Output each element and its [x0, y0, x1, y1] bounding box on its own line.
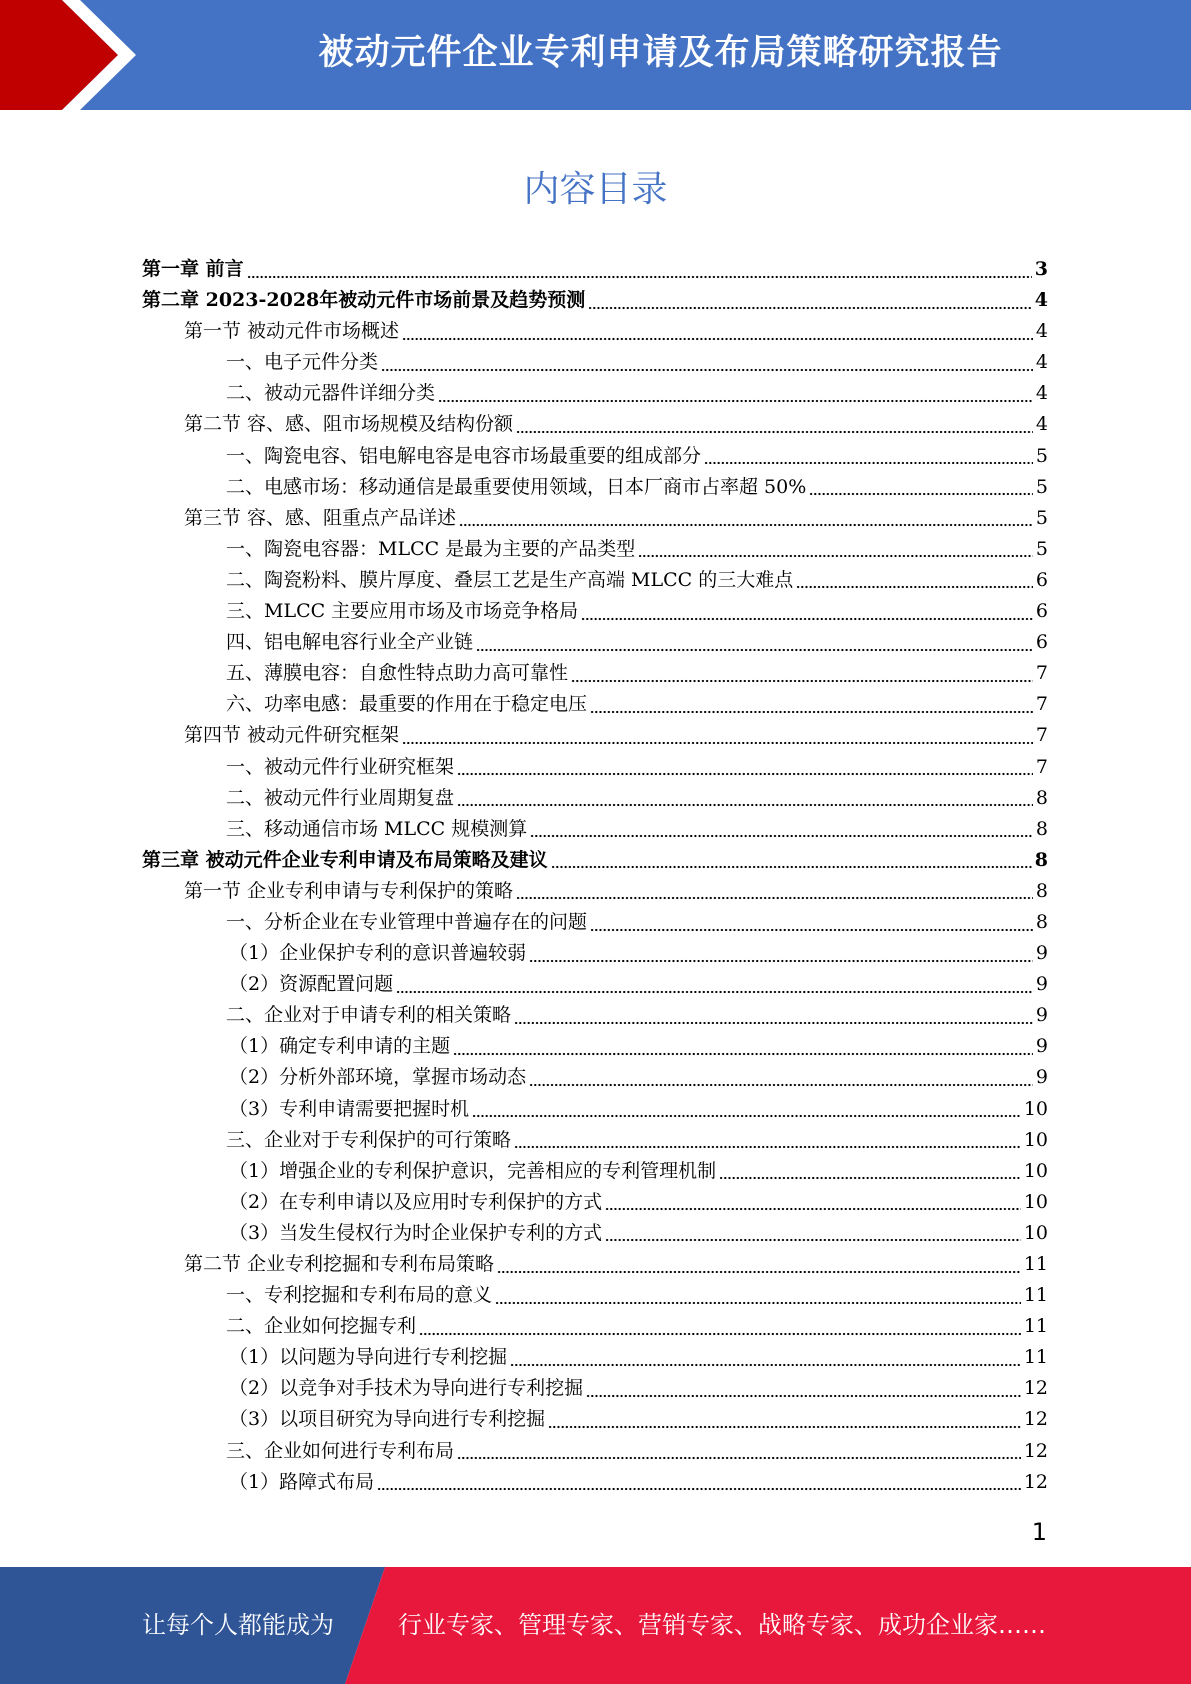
toc-entry-page: 11: [1023, 1315, 1048, 1338]
toc-entry[interactable]: [142, 1094, 1048, 1125]
toc-entry-page: 4: [1035, 351, 1048, 374]
toc-dot-leader: [704, 460, 1033, 466]
toc-entry-label: 二、被动元器件详细分类: [226, 382, 436, 405]
toc-entry-page: 8: [1035, 817, 1048, 840]
toc-entry-page: 5: [1035, 537, 1048, 560]
toc-entry[interactable]: [142, 1125, 1048, 1156]
toc-dot-leader: [605, 1206, 1021, 1212]
toc-entry-label: 五、薄膜电容：自愈性特点助力高可靠性: [226, 662, 569, 685]
toc-dot-leader: [514, 1020, 1033, 1026]
table-of-contents: [142, 254, 1048, 1498]
toc-entry-page: 9: [1035, 1066, 1048, 1089]
toc-entry-page: 9: [1035, 1035, 1048, 1058]
toc-dot-leader: [719, 1175, 1021, 1181]
toc-dot-leader: [516, 895, 1033, 901]
toc-entry-page: 12: [1023, 1377, 1048, 1400]
toc-entry-label: 第二节 企业专利挖掘和专利布局策略: [184, 1253, 495, 1275]
toc-entry-label: （2）在专利申请以及应用时专利保护的方式: [229, 1190, 603, 1213]
toc-dot-leader: [457, 1455, 1021, 1461]
toc-entry-label: （1）确定专利申请的主题: [229, 1035, 451, 1058]
toc-entry-label: 第一章 前言: [142, 258, 244, 280]
toc-entry-label: 一、陶瓷电容、铝电解电容是电容市场最重要的组成部分: [226, 444, 702, 467]
toc-entry-page: 8: [1035, 879, 1048, 902]
toc-entry-label: 六、功率电感：最重要的作用在于稳定电压: [226, 693, 588, 716]
toc-entry-page: 6: [1035, 631, 1048, 654]
toc-entry-page: 4: [1035, 413, 1048, 436]
toc-entry-page: 7: [1035, 724, 1048, 747]
toc-dot-leader: [438, 398, 1033, 404]
toc-entry-page: 8: [1034, 848, 1048, 871]
report-title: 被动元件企业专利申请及布局策略研究报告: [318, 33, 1003, 73]
toc-entry[interactable]: [142, 1156, 1048, 1187]
toc-dot-leader: [402, 336, 1033, 342]
toc-entry-label: （1）增强企业的专利保护意识，完善相应的专利管理机制: [229, 1159, 717, 1182]
toc-entry-label: 二、陶瓷粉料、膜片厚度、叠层工艺是生产高端 MLCC 的三大难点: [226, 568, 794, 591]
toc-entry[interactable]: [142, 316, 1048, 347]
toc-dot-leader: [457, 771, 1033, 777]
toc-entry-label: （2）资源配置问题: [229, 973, 394, 996]
toc-entry-label: 三、企业对于专利保护的可行策略: [226, 1128, 512, 1151]
toc-entry-label: 第一节 被动元件市场概述: [184, 320, 400, 343]
toc-entry[interactable]: [142, 1373, 1048, 1404]
toc-entry-label: 一、陶瓷电容器：MLCC 是最为主要的产品类型: [226, 537, 636, 560]
toc-entry[interactable]: [142, 627, 1048, 658]
toc-dot-leader: [457, 802, 1033, 808]
toc-entry[interactable]: [142, 1000, 1048, 1031]
toc-dot-leader: [586, 1393, 1021, 1399]
toc-entry-page: 10: [1023, 1128, 1048, 1151]
toc-entry-label: （2）分析外部环境，掌握市场动态: [229, 1066, 527, 1089]
toc-entry[interactable]: [142, 1467, 1048, 1498]
toc-entry-label: 二、电感市场：移动通信是最重要使用领域，日本厂商市占率超 50%: [226, 475, 807, 498]
toc-entry[interactable]: [142, 938, 1048, 969]
toc-entry[interactable]: [142, 1031, 1048, 1062]
toc-entry-page: 8: [1035, 910, 1048, 933]
toc-entry-page: 7: [1035, 662, 1048, 685]
report-header: [0, 0, 1191, 110]
toc-dot-leader: [472, 1113, 1021, 1119]
toc-entry-page: 12: [1023, 1470, 1048, 1493]
header-arrow-icon: [0, 0, 160, 110]
toc-entry-label: 二、被动元件行业周期复盘: [226, 786, 455, 809]
toc-entry-label: （3）当发生侵权行为时企业保护专利的方式: [229, 1221, 603, 1244]
toc-dot-leader: [590, 927, 1033, 933]
toc-entry[interactable]: [142, 565, 1048, 596]
toc-entry-page: 10: [1023, 1097, 1048, 1120]
toc-dot-leader: [514, 1144, 1021, 1150]
toc-entry-label: （3）专利申请需要把握时机: [229, 1097, 470, 1120]
toc-entry-page: 9: [1035, 942, 1048, 965]
toc-dot-leader: [453, 1051, 1033, 1057]
toc-entry[interactable]: [142, 534, 1048, 565]
toc-entry[interactable]: [142, 1249, 1048, 1280]
toc-entry[interactable]: [142, 254, 1048, 285]
toc-dot-leader: [377, 1486, 1021, 1492]
toc-entry[interactable]: [142, 596, 1048, 627]
toc-dot-leader: [796, 584, 1033, 590]
toc-entry[interactable]: [142, 720, 1048, 751]
toc-dot-leader: [497, 1269, 1021, 1275]
toc-entry[interactable]: [142, 1187, 1048, 1218]
toc-entry-label: （1）路障式布局: [229, 1470, 375, 1493]
toc-entry-page: 5: [1035, 475, 1048, 498]
toc-dot-leader: [495, 1300, 1021, 1306]
toc-entry[interactable]: [142, 689, 1048, 720]
footer-slogan-left: 让每个人都能成为: [142, 1611, 334, 1639]
toc-heading: 内容目录: [523, 169, 668, 210]
toc-dot-leader: [419, 1331, 1021, 1337]
toc-entry[interactable]: [142, 503, 1048, 534]
toc-entry-page: 5: [1035, 444, 1048, 467]
toc-entry[interactable]: [142, 1342, 1048, 1373]
toc-entry-label: 第三节 容、感、阻重点产品详述: [184, 506, 457, 529]
toc-entry-label: 四、铝电解电容行业全产业链: [226, 631, 474, 654]
report-footer: [0, 1567, 1191, 1684]
toc-entry-label: （1）以问题为导向进行专利挖掘: [229, 1346, 508, 1369]
toc-entry[interactable]: [142, 845, 1048, 876]
toc-dot-leader: [396, 989, 1033, 995]
toc-entry[interactable]: [142, 876, 1048, 907]
toc-entry[interactable]: [142, 441, 1048, 472]
toc-entry[interactable]: [142, 814, 1048, 845]
toc-entry-page: 4: [1034, 289, 1048, 312]
toc-entry-page: 6: [1035, 600, 1048, 623]
toc-entry[interactable]: [142, 1311, 1048, 1342]
toc-dot-leader: [402, 740, 1033, 746]
page-number: 1: [1031, 1518, 1047, 1546]
toc-entry-page: 7: [1035, 755, 1048, 778]
toc-entry-page: 12: [1023, 1439, 1048, 1462]
toc-dot-leader: [809, 491, 1033, 497]
toc-entry-label: 一、专利挖掘和专利布局的意义: [226, 1284, 493, 1307]
toc-entry-label: 三、移动通信市场 MLCC 规模测算: [226, 817, 528, 840]
toc-entry[interactable]: [142, 783, 1048, 814]
toc-entry-label: 一、分析企业在专业管理中普遍存在的问题: [226, 910, 588, 933]
toc-entry[interactable]: [142, 907, 1048, 938]
toc-entry-label: （1）企业保护专利的意识普遍较弱: [229, 942, 527, 965]
toc-entry-page: 11: [1023, 1346, 1048, 1369]
toc-entry-label: 一、被动元件行业研究框架: [226, 755, 455, 778]
toc-entry[interactable]: [142, 378, 1048, 409]
toc-entry-label: 二、企业对于申请专利的相关策略: [226, 1004, 512, 1027]
toc-entry[interactable]: [142, 1218, 1048, 1249]
toc-entry-label: 第三章 被动元件企业专利申请及布局策略及建议: [142, 848, 548, 871]
toc-dot-leader: [551, 864, 1032, 870]
toc-entry-label: 三、企业如何进行专利布局: [226, 1439, 455, 1462]
toc-entry-page: 4: [1035, 382, 1048, 405]
toc-entry[interactable]: [142, 1280, 1048, 1311]
toc-entry[interactable]: [142, 347, 1048, 378]
toc-entry[interactable]: [142, 752, 1048, 783]
toc-entry-page: 12: [1023, 1408, 1048, 1431]
toc-dot-leader: [548, 1424, 1021, 1430]
toc-entry-page: 10: [1023, 1159, 1048, 1182]
toc-entry-page: 9: [1035, 1004, 1048, 1027]
toc-dot-leader: [510, 1362, 1021, 1368]
toc-entry-label: （2）以竞争对手技术为导向进行专利挖掘: [229, 1377, 584, 1400]
toc-dot-leader: [381, 367, 1033, 373]
toc-dot-leader: [530, 833, 1033, 839]
toc-dot-leader: [581, 616, 1033, 622]
toc-entry-page: 5: [1035, 506, 1048, 529]
toc-dot-leader: [247, 274, 1032, 280]
toc-entry[interactable]: [142, 1404, 1048, 1435]
toc-entry-page: 8: [1035, 786, 1048, 809]
toc-entry-label: 一、电子元件分类: [226, 351, 379, 374]
toc-entry[interactable]: [142, 409, 1048, 440]
toc-entry-label: 三、MLCC 主要应用市场及市场竞争格局: [226, 600, 579, 623]
toc-entry-page: 10: [1023, 1190, 1048, 1213]
toc-dot-leader: [529, 1082, 1033, 1088]
toc-dot-leader: [638, 553, 1033, 559]
toc-entry-label: 二、企业如何挖掘专利: [226, 1315, 417, 1338]
toc-entry-page: 3: [1034, 258, 1048, 280]
toc-entry[interactable]: [142, 1436, 1048, 1467]
toc-entry[interactable]: [142, 658, 1048, 689]
toc-entry-label: 第二章 2023-2028年被动元件市场前景及趋势预测: [142, 289, 586, 312]
toc-dot-leader: [516, 429, 1033, 435]
toc-entry[interactable]: [142, 969, 1048, 1000]
toc-entry[interactable]: [142, 1062, 1048, 1093]
toc-dot-leader: [529, 958, 1033, 964]
toc-entry-page: 11: [1023, 1253, 1048, 1275]
toc-entry-label: 第一节 企业专利申请与专利保护的策略: [184, 879, 514, 902]
toc-dot-leader: [588, 305, 1032, 311]
toc-entry[interactable]: [142, 285, 1048, 316]
footer-slogan-right: 行业专家、管理专家、营销专家、战略专家、成功企业家……: [398, 1611, 1046, 1639]
toc-entry-page: 6: [1035, 568, 1048, 591]
toc-entry[interactable]: [142, 472, 1048, 503]
toc-dot-leader: [476, 647, 1033, 653]
toc-entry-page: 9: [1035, 973, 1048, 996]
toc-entry-label: 第二节 容、感、阻市场规模及结构份额: [184, 413, 514, 436]
toc-dot-leader: [571, 678, 1033, 684]
toc-dot-leader: [590, 709, 1033, 715]
toc-entry-page: 7: [1035, 693, 1048, 716]
toc-entry-page: 4: [1035, 320, 1048, 343]
toc-entry-page: 11: [1023, 1284, 1048, 1307]
toc-entry-label: （3）以项目研究为导向进行专利挖掘: [229, 1408, 546, 1431]
toc-dot-leader: [459, 522, 1033, 528]
toc-entry-label: 第四节 被动元件研究框架: [184, 724, 400, 747]
toc-dot-leader: [605, 1237, 1021, 1243]
toc-entry-page: 10: [1023, 1221, 1048, 1244]
